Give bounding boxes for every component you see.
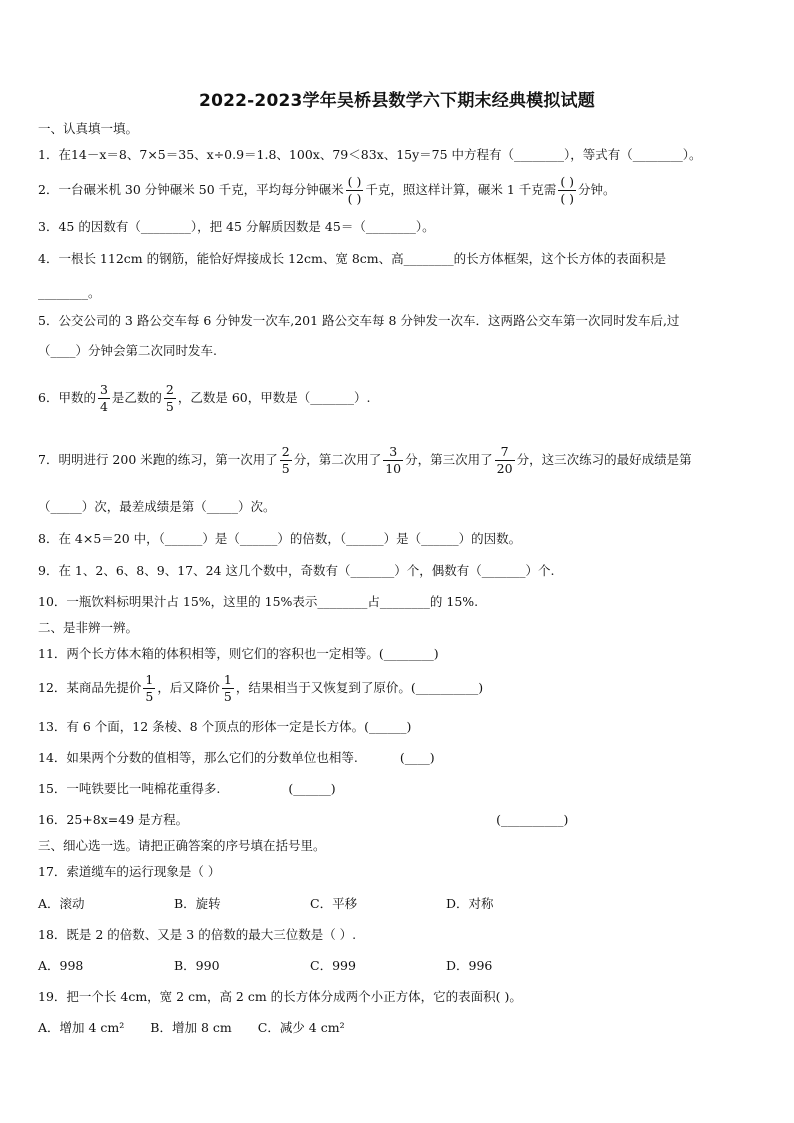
question-18-stem: 18．既是 2 的倍数、又是 3 的倍数的最大三位数是（ ）. — [38, 927, 357, 942]
section-2-heading: 二、是非辨一辨。 — [38, 620, 139, 635]
question-17-options — [38, 895, 768, 913]
question-8: 8．在 4×5＝20 中，（______）是（______）的倍数，（______）是（______）的因数。 — [38, 531, 522, 546]
question-4-line-2: ________。 — [38, 285, 101, 300]
option-b: B．旋转 — [174, 896, 221, 911]
question-10: 10．一瓶饮料标明果汁占 15%，这里的 15%表示________占________的 15%. — [38, 594, 479, 609]
question-4-line-1: 4．一根长 112cm 的钢筋，能恰好焊接成长 12cm、宽 8cm、高________的长方体框架，这个长方体的表面积是 — [38, 251, 667, 266]
question-15: 15．一吨铁要比一吨棉花重得多. (______) — [38, 781, 336, 796]
question-5-line-1: 5．公交公司的 3 路公交车每 6 分钟发一次车,201 路公交车每 8 分钟发一次车．这两路公交车第一次同时发车后,过 — [38, 313, 680, 328]
section-1-heading: 一、认真填一填。 — [38, 121, 139, 136]
option-b: B．增加 8 cm — [150, 1020, 232, 1035]
option-b: B．990 — [174, 958, 220, 973]
question-12: 12．某商品先提价 $\frac{1}{5}$ ，后又降价 $\frac{1}{5}$ ，结果相当于又恢复到了原价。(__________) — [38, 671, 484, 704]
question-7-line-2: （_____）次，最差成绩是第（_____）次。 — [38, 499, 276, 514]
question-14: 14．如果两个分数的值相等，那么它们的分数单位也相等. (____) — [38, 750, 435, 765]
question-11: 11．两个长方体木箱的体积相等，则它们的容积也一定相等。(________) — [38, 646, 439, 661]
question-7-line-1: 7．明明进行 200 米跑的练习，第一次用了 $\frac{2}{5}$ 分，第二次用了 $\frac{3}{10}$ 分，第三次用了 $\frac{7}{20}$ 分，这三次练习的最好成绩是第 — [38, 443, 692, 476]
question-6: 6．甲数的 $\frac{3}{4}$ 是乙数的 $\frac{2}{5}$ ，乙数是 60，甲数是（_______）. — [38, 381, 371, 414]
question-13: 13．有 6 个面，12 条棱、8 个顶点的形体一定是长方体。(______) — [38, 719, 412, 734]
question-18-options — [38, 957, 768, 975]
fraction: $\frac{3}{4}$ — [99, 381, 108, 414]
fraction: $\frac{2}{5}$ — [281, 443, 290, 476]
section-3-heading: 三、细心选一选。请把正确答案的序号填在括号里。 — [38, 838, 326, 853]
fraction-blank: $\frac{( )}{( )}$ — [347, 173, 362, 206]
fraction: $\frac{1}{5}$ — [223, 671, 232, 704]
question-9: 9．在 1、2、6、8、9、17、24 这几个数中，奇数有（_______）个，偶数有（_______）个. — [38, 563, 555, 578]
option-a: A．滚动 — [38, 896, 85, 911]
question-17-stem: 17．索道缆车的运行现象是（ ） — [38, 864, 221, 879]
option-d: D．对称 — [446, 896, 494, 911]
question-1: 1．在14－x＝8、7×5＝35、x÷0.9＝1.8、100x、79＜83x、15y＝75 中方程有（________），等式有（________）。 — [38, 147, 702, 162]
fraction: $\frac{7}{20}$ — [496, 443, 513, 476]
question-2: 2．一台碾米机 30 分钟碾米 50 千克，平均每分钟碾米 $\frac{( )}{( )}$ 千克，照这样计算，碾米 1 千克需 $\frac{( )}{( )}$ 分钟。 — [38, 173, 616, 206]
option-c: C．减少 4 cm² — [257, 1020, 345, 1035]
option-c: C．999 — [310, 958, 356, 973]
fraction: $\frac{3}{10}$ — [385, 443, 402, 476]
option-d: D．996 — [446, 958, 493, 973]
question-3: 3．45 的因数有（________），把 45 分解质因数是 45＝（________）。 — [38, 219, 435, 234]
page-title: 2022-2023学年吴桥县数学六下期末经典模拟试题 — [199, 91, 595, 111]
option-a: A．998 — [38, 958, 84, 973]
fraction: $\frac{2}{5}$ — [165, 381, 174, 414]
fraction: $\frac{1}{5}$ — [145, 671, 154, 704]
option-c: C．平移 — [310, 896, 358, 911]
question-19-options — [38, 1019, 768, 1037]
fraction-blank: $\frac{( )}{( )}$ — [560, 173, 575, 206]
question-19-stem: 19．把一个长 4cm，宽 2 cm，高 2 cm 的长方体分成两个小正方体，它的表面积( )。 — [38, 989, 522, 1004]
question-5-line-2: （____）分钟会第二次同时发车. — [38, 343, 217, 358]
option-a: A．增加 4 cm² — [38, 1020, 125, 1035]
question-16: 16．25+8x=49 是方程。 (__________) — [38, 812, 569, 827]
